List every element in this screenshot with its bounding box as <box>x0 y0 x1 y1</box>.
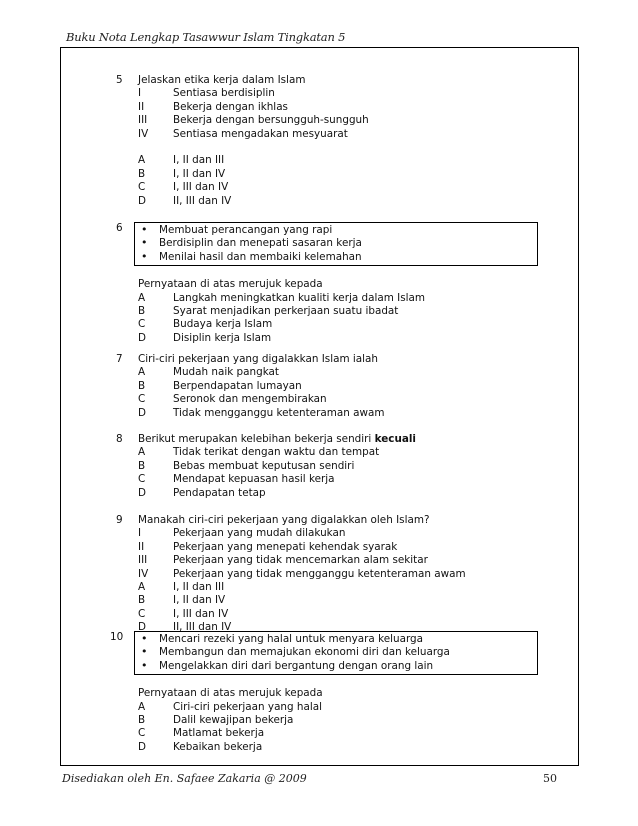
answer-option: C Budaya kerja Islam <box>138 318 273 331</box>
answer-option: D Kebaikan bekerja <box>138 740 263 753</box>
answer-option: C I, III dan IV <box>138 607 229 620</box>
answer-option: C Seronok dan mengembirakan <box>138 393 327 406</box>
answer-option: D Tidak mengganggu ketenteraman awam <box>138 406 385 419</box>
footer-prepared-by: Disediakan oleh En. Safaee Zakaria @ 2009 <box>62 772 307 785</box>
bullet-item: • Membangun dan memajukan ekonomi diri dan keluarga <box>141 645 450 659</box>
bullet-item: • Mengelakkan diri dari bergantung dengan orang lain <box>141 658 434 672</box>
answer-option: A Mudah naik pangkat <box>138 366 279 379</box>
answer-option: B Berpendapatan lumayan <box>138 379 302 392</box>
question-number: 7 <box>116 353 123 365</box>
answer-option: A I, II dan III <box>138 580 225 593</box>
statement-item: I Pekerjaan yang mudah dilakukan <box>138 527 346 540</box>
question-number: 5 <box>116 74 123 86</box>
statement-item: III Pekerjaan yang tidak mencemarkan alam sekitar <box>138 554 428 567</box>
answer-option: D II, III dan IV <box>138 194 232 207</box>
answer-option: A I, II dan III <box>138 154 225 167</box>
answer-option: B Dalil kewajipan bekerja <box>138 713 294 726</box>
statement-item: IV Sentiasa mengadakan mesyuarat <box>138 127 348 140</box>
statement-item: IV Pekerjaan yang tidak mengganggu ketenteraman awam <box>138 567 466 580</box>
answer-option: D Pendapatan tetap <box>138 486 266 499</box>
question-stem: Pernyataan di atas merujuk kepada <box>138 278 323 291</box>
bullet-item: • Berdisiplin dan menepati sasaran kerja <box>141 236 362 250</box>
question-number: 6 <box>116 222 123 234</box>
question-stem: Jelaskan etika kerja dalam Islam <box>138 74 306 86</box>
answer-option: C Mendapat kepuasan hasil kerja <box>138 473 335 486</box>
answer-option: A Ciri-ciri pekerjaan yang halal <box>138 700 323 713</box>
statement-item: II Bekerja dengan ikhlas <box>138 100 288 113</box>
bullet-box <box>134 222 538 266</box>
question-number: 8 <box>116 433 123 445</box>
bullet-box <box>134 631 538 675</box>
bullet-item: • Membuat perancangan yang rapi <box>141 223 333 236</box>
statement-item: II Pekerjaan yang menepati kehendak syarak <box>138 540 398 553</box>
bullet-item: • Mencari rezeki yang halal untuk menyara keluarga <box>141 632 424 645</box>
answer-option: C Matlamat bekerja <box>138 727 265 740</box>
answer-option: D II, III dan IV <box>138 621 232 634</box>
statement-item: I Sentiasa berdisiplin <box>138 87 275 100</box>
question-number: 9 <box>116 514 123 526</box>
document-header-title: Buku Nota Lengkap Tasawwur Islam Tingkatan 5 <box>66 30 346 44</box>
question-stem: Berikut merupakan kelebihan bekerja sendiri <box>138 433 372 445</box>
question-number: 10 <box>110 631 124 643</box>
bullet-icon: • <box>141 645 148 659</box>
statement-item: III Bekerja dengan bersungguh-sungguh <box>138 114 369 127</box>
bullet-item: • Menilai hasil dan membaiki kelemahan <box>141 249 362 263</box>
page-number: 50 <box>543 772 557 785</box>
question-stem-emphasis: kecuali <box>374 433 416 445</box>
bullet-icon: • <box>141 658 148 672</box>
answer-option: D Disiplin kerja Islam <box>138 331 272 344</box>
bullet-icon: • <box>141 249 148 263</box>
question-stem: Pernyataan di atas merujuk kepada <box>138 687 323 700</box>
answer-option: B Bebas membuat keputusan sendiri <box>138 459 355 472</box>
bullet-icon: • <box>141 236 148 250</box>
bullet-icon: • <box>141 632 148 645</box>
answer-option: A Langkah meningkatkan kualiti kerja dalam Islam <box>138 291 426 304</box>
bullet-icon: • <box>141 223 148 236</box>
question-stem: Ciri-ciri pekerjaan yang digalakkan Islam ialah <box>138 353 378 365</box>
answer-option: B I, II dan IV <box>138 167 226 180</box>
answer-option: A Tidak terikat dengan waktu dan tempat <box>138 446 380 459</box>
answer-option: B Syarat menjadikan perkerjaan suatu ibadat <box>138 304 399 317</box>
question-stem: Manakah ciri-ciri pekerjaan yang digalakkan oleh Islam? <box>138 514 430 526</box>
answer-option: B I, II dan IV <box>138 594 226 607</box>
answer-option: C I, III dan IV <box>138 181 229 194</box>
